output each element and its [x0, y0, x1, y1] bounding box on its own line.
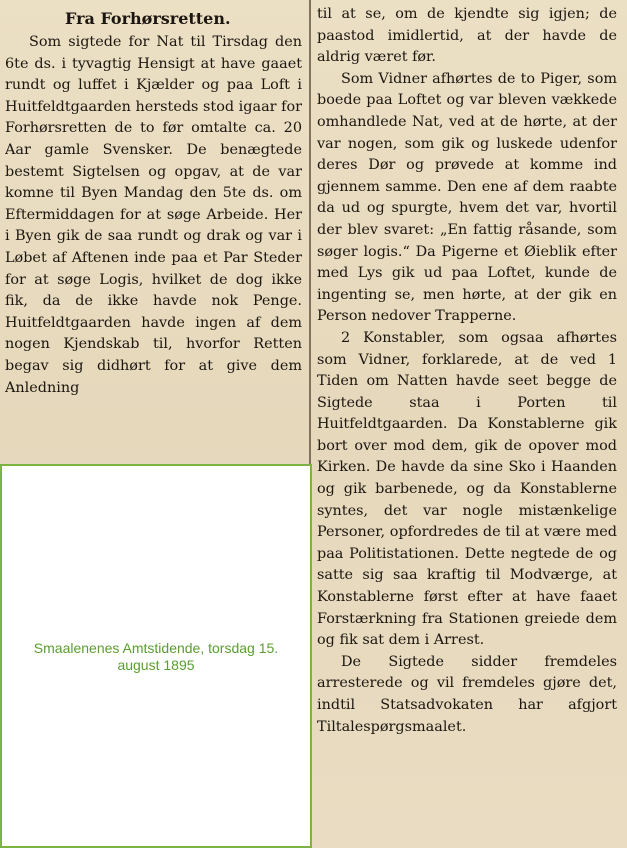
right-column [317, 4, 617, 848]
article-paragraph: Som Vidner afhørtes de to Piger, som boede paa Loftet og var bleven vækkede omhandlede Nat, ved at de hørte, at der var nogen, som gik og luskede udenfor deres Dør og prøvede at komme ind gjennem samme. Den ene af dem raabte da ud og spurgte, hvem det var, hvortil der blev svaret: „En fattig råsande, som søger logis.“ Da Pigerne et Øieblik efter med Lys gik ud paa Loftet, kunde de ingenting se, men hørte, at der gik en Person nedover Trapperne. [317, 70, 617, 325]
caption-box [0, 464, 312, 848]
left-column [5, 8, 302, 463]
article-paragraph: De Sigtede sidder fremdeles arresterede og vil fremdeles gjøre det, indtil Statsadvokaten har afgjort Tiltalespørgsmaalet. [317, 653, 617, 735]
article-paragraph: 2 Konstabler, som ogsaa afhørtes som Vidner, forklarede, at de ved 1 Tiden om Natten havde seet begge de Sigtede staa i Porten til Huitfeldtgaarden. Da Konstablerne gik bort over mod dem, gik de opover mod Kirken. De havde da sine Sko i Haanden og gik barbenede, og da Konstablerne syntes, det var nogle mistænkelige Personer, opfordredes de til at være med paa Politistationen. Dette negtede de og satte sig saa kraftig til Modværge, at Konstablerne først efter at have faaet Forstærkning fra Stationen greiede dem og fik sat dem i Arrest. [317, 329, 617, 649]
source-caption: Smaalenenes Amtstidende, torsdag 15. august 1895 [33, 640, 279, 673]
article-headline: Fra Forhørsretten. [65, 9, 231, 28]
article-paragraph: til at se, om de kjendte sig igjen; de paastod imidlertid, at der havde de aldrig været før. [317, 6, 617, 66]
article-paragraph: Som sigtede for Nat til Tirsdag den 6te ds. i tyvagtig Hensigt at have gaaet rundt og luffet i Kjælder og paa Loft i Huitfeldtgaarden hersteds stod igaar for Forhørsretten de to før omtalte ca. 20 Aar gamle Svensker. De benægtede bestemt Sigtelsen og opgav, at de var komne til Byen Mandag den 5te ds. om Eftermiddagen for at søge Arbeide. Her i Byen gik de saa rundt og drak og var i Løbet af Aftenen inde paa et Par Steder for at søge Logis, hvilket de dog ikke fik, da de ikke havde nok Penge. Huitfeldtgaarden havde ingen af dem nogen Kjendskab til, hvorfor Retten begav sig didhørt for at give dem Anledning [5, 34, 302, 396]
